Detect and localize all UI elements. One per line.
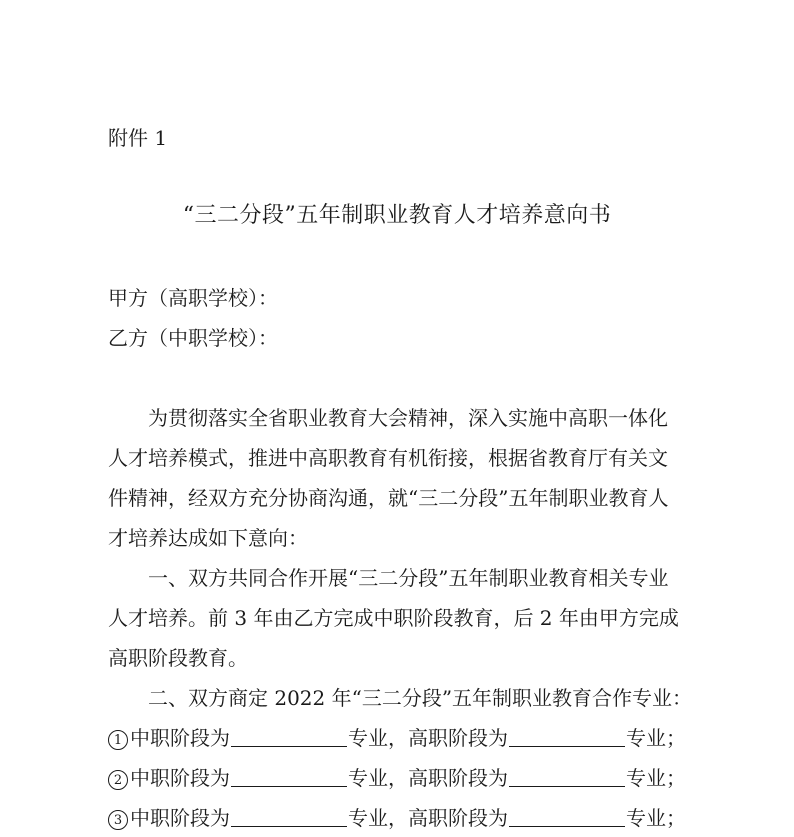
- secondary-major-blank[interactable]: [231, 804, 347, 827]
- secondary-stage-label: 中职阶段为: [130, 806, 230, 830]
- paragraph-1-line: 件精神，经双方充分协商沟通，就“三二分段”五年制职业教育人: [108, 486, 669, 510]
- party-a-line: 甲方（高职学校）：: [108, 286, 278, 310]
- secondary-stage-label: 中职阶段为: [130, 766, 230, 790]
- secondary-stage-label: 中职阶段为: [130, 726, 230, 750]
- higher-major-blank[interactable]: [509, 724, 625, 747]
- paragraph-3-line: 二、双方商定 2022 年“三二分段”五年制职业教育合作专业：: [148, 686, 693, 710]
- higher-stage-label: 高职阶段为: [408, 726, 508, 750]
- item-number-badge: 1: [108, 730, 128, 750]
- secondary-major-blank[interactable]: [231, 764, 347, 787]
- secondary-major-suffix: 专业，: [348, 806, 408, 830]
- higher-major-suffix: 专业；: [626, 806, 686, 830]
- paragraph-1-line: 才培养达成如下意向：: [108, 526, 308, 550]
- higher-major-suffix: 专业；: [626, 726, 686, 750]
- paragraph-2-line: 高职阶段教育。: [108, 646, 248, 670]
- party-b-line: 乙方（中职学校）：: [108, 326, 278, 350]
- higher-stage-label: 高职阶段为: [408, 806, 508, 830]
- secondary-major-blank[interactable]: [231, 724, 347, 747]
- higher-major-suffix: 专业；: [626, 766, 686, 790]
- item-number-badge: 3: [108, 810, 128, 830]
- higher-major-blank[interactable]: [509, 764, 625, 787]
- higher-stage-label: 高职阶段为: [408, 766, 508, 790]
- attachment-label: 附件 1: [108, 126, 168, 150]
- document-title: “三二分段”五年制职业教育人才培养意向书: [182, 203, 612, 228]
- paragraph-2-line: 人才培养。前 3 年由乙方完成中职阶段教育，后 2 年由甲方完成: [108, 606, 679, 630]
- paragraph-1-line: 为贯彻落实全省职业教育大会精神，深入实施中高职一体化: [148, 406, 668, 430]
- item-number-badge: 2: [108, 770, 128, 790]
- major-item: [108, 764, 686, 792]
- higher-major-blank[interactable]: [509, 804, 625, 827]
- paragraph-1-line: 人才培养模式，推进中高职教育有机衔接，根据省教育厅有关文: [108, 446, 668, 470]
- major-item: [108, 724, 686, 752]
- secondary-major-suffix: 专业，: [348, 726, 408, 750]
- major-item: [108, 804, 686, 832]
- secondary-major-suffix: 专业，: [348, 766, 408, 790]
- paragraph-2-line: 一、双方共同合作开展“三二分段”五年制职业教育相关专业: [148, 566, 669, 590]
